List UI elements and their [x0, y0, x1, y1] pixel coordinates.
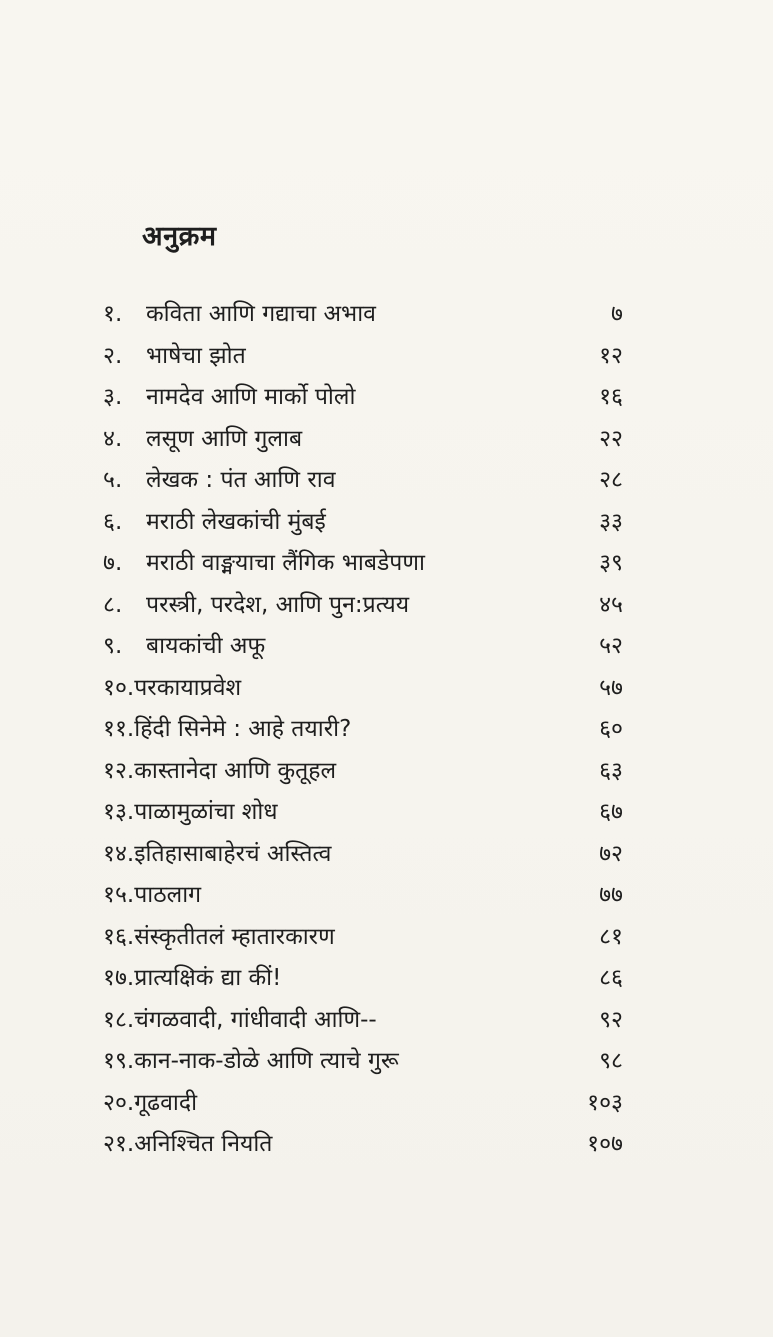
entry-page-number: ८१	[599, 923, 623, 950]
toc-entry-3	[103, 377, 623, 419]
entry-page-number: ७	[611, 301, 623, 327]
entry-number: ११.	[103, 716, 135, 742]
toc-entry-10	[103, 668, 623, 710]
entry-number: १.	[103, 301, 123, 327]
entry-page-number: ७७	[599, 882, 623, 908]
entry-title: कास्तानेदा आणि कुतूहल	[134, 757, 337, 784]
entry-title: प्रात्यक्षिकं द्या कीं!	[134, 965, 282, 991]
entry-title: पाठलाग	[134, 882, 202, 908]
entry-page-number: २८	[599, 467, 623, 493]
entry-title: कविता आणि गद्याचा अभाव	[146, 301, 376, 327]
entry-title: चंगळवादी, गांधीवादी आणि--	[134, 1006, 377, 1033]
toc-entry-8	[103, 585, 623, 627]
entry-number: ९.	[103, 633, 123, 659]
entry-number: ५.	[103, 467, 123, 493]
toc-entry-6	[103, 502, 623, 544]
toc-entry-13	[103, 792, 623, 834]
entry-title: मराठी वाङ्मयाचा लैंगिक भाबडेपणा	[146, 550, 425, 576]
table-of-contents	[103, 294, 623, 1166]
entry-number: ४.	[103, 425, 123, 452]
toc-entry-15	[103, 875, 623, 917]
entry-page-number: १६	[599, 384, 623, 410]
toc-entry-5	[103, 460, 623, 502]
entry-page-number: १०३	[587, 1089, 623, 1116]
toc-entry-12	[103, 751, 623, 793]
entry-title: अनिश्चित नियति	[134, 1131, 273, 1157]
entry-number: २१.	[103, 1131, 135, 1157]
entry-title: लेखक : पंत आणि राव	[146, 467, 336, 493]
toc-entry-11	[103, 709, 623, 751]
toc-entry-2	[103, 336, 623, 378]
entry-title: लसूण आणि गुलाब	[146, 425, 303, 452]
entry-number: २०.	[103, 1089, 135, 1116]
toc-entry-17	[103, 958, 623, 1000]
toc-entry-9	[103, 626, 623, 668]
entry-number: २.	[103, 342, 123, 369]
entry-number: १२.	[103, 757, 135, 784]
entry-page-number: ६०	[599, 716, 623, 742]
entry-number: ८.	[103, 591, 123, 618]
entry-title: संस्कृतीतलं म्हातारकारण	[134, 923, 335, 950]
toc-entry-18	[103, 1000, 623, 1042]
toc-entry-21	[103, 1124, 623, 1166]
entry-number: १७.	[103, 965, 135, 991]
entry-page-number: ९८	[599, 1048, 623, 1074]
entry-number: १३.	[103, 799, 135, 825]
entry-title: हिंदी सिनेमे : आहे तयारी?	[134, 716, 352, 742]
entry-number: १९.	[103, 1048, 135, 1074]
page-title: अनुक्रम	[142, 221, 217, 252]
toc-entry-20	[103, 1083, 623, 1125]
entry-number: १८.	[103, 1006, 135, 1033]
entry-title: बायकांची अफू	[146, 633, 266, 659]
entry-page-number: ६७	[599, 799, 623, 825]
entry-page-number: ४५	[599, 591, 623, 618]
entry-number: ७.	[103, 550, 123, 576]
entry-page-number: ६३	[599, 757, 623, 784]
toc-entry-7	[103, 543, 623, 585]
entry-page-number: ५७	[599, 674, 623, 701]
entry-page-number: १०७	[587, 1131, 623, 1157]
toc-entry-4	[103, 419, 623, 461]
entry-page-number: ७२	[599, 840, 623, 867]
entry-number: ६.	[103, 508, 123, 535]
entry-title: नामदेव आणि मार्को पोलो	[146, 384, 356, 410]
entry-title: परकायाप्रवेश	[134, 674, 242, 701]
entry-page-number: ३९	[599, 550, 623, 576]
entry-title: मराठी लेखकांची मुंबई	[146, 508, 326, 535]
entry-page-number: ९२	[599, 1006, 623, 1033]
entry-page-number: ५२	[599, 633, 623, 659]
entry-title: इतिहासाबाहेरचं अस्तित्व	[134, 840, 332, 867]
toc-entry-1	[103, 294, 623, 336]
entry-page-number: १२	[599, 342, 623, 369]
entry-page-number: २२	[599, 425, 623, 452]
entry-number: १५.	[103, 882, 135, 908]
entry-number: १६.	[103, 923, 135, 950]
entry-number: १०.	[103, 674, 135, 701]
entry-number: ३.	[103, 384, 123, 410]
entry-title: भाषेचा झोत	[146, 342, 246, 369]
entry-page-number: ३३	[599, 508, 623, 535]
entry-title: कान-नाक-डोळे आणि त्याचे गुरू	[134, 1048, 399, 1074]
entry-page-number: ८६	[599, 965, 623, 991]
entry-title: परस्त्री, परदेश, आणि पुन:प्रत्यय	[146, 591, 410, 618]
toc-entry-19	[103, 1041, 623, 1083]
entry-number: १४.	[103, 840, 135, 867]
toc-entry-16	[103, 917, 623, 959]
entry-title: पाळामुळांचा शोध	[134, 799, 278, 825]
entry-title: गूढवादी	[134, 1089, 198, 1116]
toc-entry-14	[103, 834, 623, 876]
